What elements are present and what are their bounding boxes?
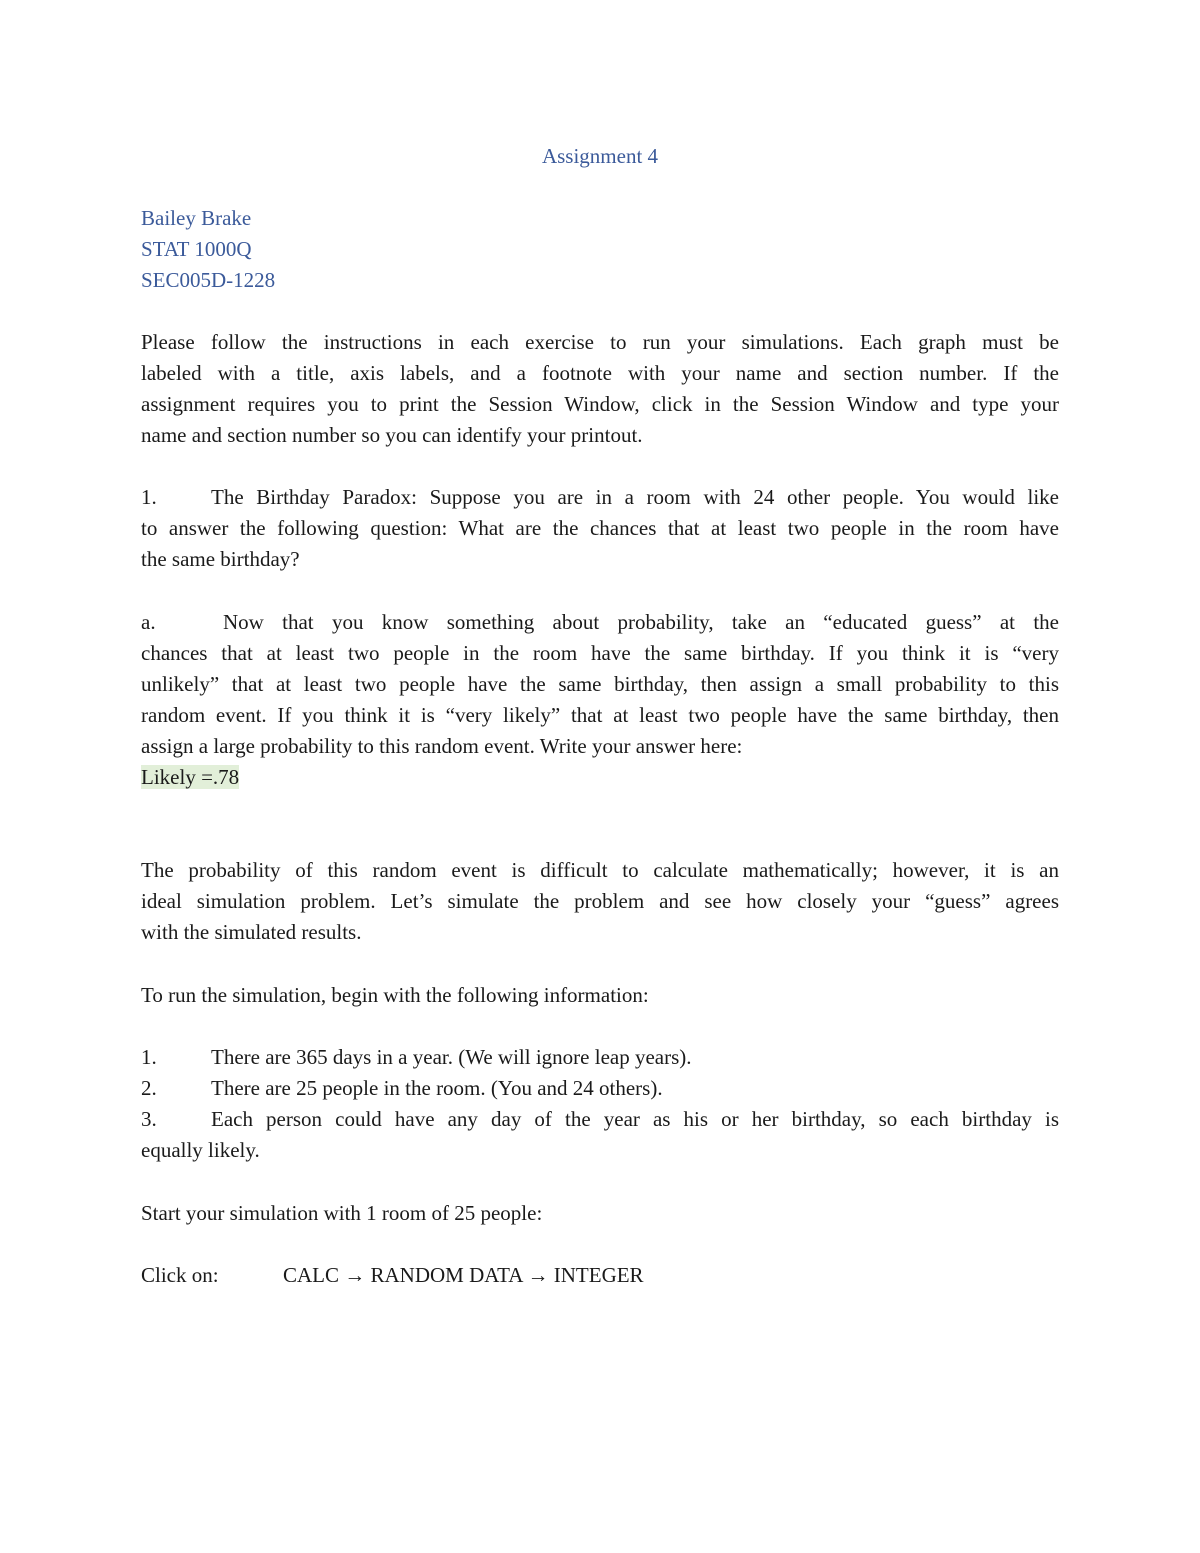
start-instructions: Start your simulation with 1 room of 25 people: xyxy=(141,1201,543,1225)
list-number: 3. xyxy=(141,1107,157,1131)
question-a-line xyxy=(141,607,1059,638)
intro-paragraph xyxy=(141,327,1059,451)
question-1 xyxy=(141,482,1059,575)
question-a-line: random event. If you think it is “very likely” that at least two people have the same birthday, then xyxy=(141,703,1059,727)
list-text: Each person could have any day of the year as his or her birthday, so each birthday is xyxy=(211,1107,1059,1131)
question-1-text: The Birthday Paradox: Suppose you are in a room with 24 other people. You would like xyxy=(211,485,1059,509)
question-a-line: unlikely” that at least two people have the same birthday, then assign a small probability to this xyxy=(141,672,1059,696)
intro-line: name and section number so you can identify your printout. xyxy=(141,423,643,447)
intro-line: assignment requires you to print the Session Window, click in the Session Window and type your xyxy=(141,392,1059,416)
question-1-line: to answer the following question: What are the chances that at least two people in the room have xyxy=(141,516,1059,540)
question-a-text: Now that you know something about probability, take an “educated guess” at the xyxy=(223,610,1059,634)
question-a-line: chances that at least two people in the room have the same birthday. If you think it is “very xyxy=(141,641,1059,665)
info-list xyxy=(141,1042,1059,1166)
run-instructions: To run the simulation, begin with the following information: xyxy=(141,983,649,1007)
menu-path: CALC → RANDOM DATA → INTEGER xyxy=(283,1263,644,1287)
list-item xyxy=(141,1042,1059,1073)
section-code: SEC005D-1228 xyxy=(141,268,276,292)
intro-line: labeled with a title, axis labels, and a footnote with your name and section number. If the xyxy=(141,361,1059,385)
simulation-line: The probability of this random event is difficult to calculate mathematically; however, it is an xyxy=(141,858,1059,882)
answer-line xyxy=(141,762,1059,793)
list-item-continued: equally likely. xyxy=(141,1138,260,1162)
question-1-number: 1. xyxy=(141,485,157,509)
course-code: STAT 1000Q xyxy=(141,237,252,261)
list-number: 2. xyxy=(141,1076,157,1100)
list-number: 1. xyxy=(141,1045,157,1069)
student-name: Bailey Brake xyxy=(141,206,252,230)
page-title: Assignment 4 xyxy=(541,144,659,168)
answer-highlight: Likely =.78 xyxy=(141,765,240,789)
simulation-paragraph xyxy=(141,855,1059,948)
question-a-line: assign a large probability to this random event. Write your answer here: xyxy=(141,734,743,758)
list-text: There are 25 people in the room. (You and 24 others). xyxy=(211,1076,663,1100)
intro-line: Please follow the instructions in each exercise to run your simulations. Each graph must be xyxy=(141,330,1059,354)
question-a-letter: a. xyxy=(141,610,156,634)
click-instructions xyxy=(141,1260,644,1291)
question-a xyxy=(141,607,1059,793)
list-item xyxy=(141,1104,1059,1135)
simulation-line: ideal simulation problem. Let’s simulate the problem and see how closely your “guess” agrees xyxy=(141,889,1059,913)
click-label: Click on: xyxy=(141,1263,219,1287)
list-item xyxy=(141,1073,1059,1104)
list-text: There are 365 days in a year. (We will ignore leap years). xyxy=(211,1045,692,1069)
simulation-line: with the simulated results. xyxy=(141,920,362,944)
question-1-line: the same birthday? xyxy=(141,547,300,571)
question-1-line xyxy=(141,482,1059,513)
